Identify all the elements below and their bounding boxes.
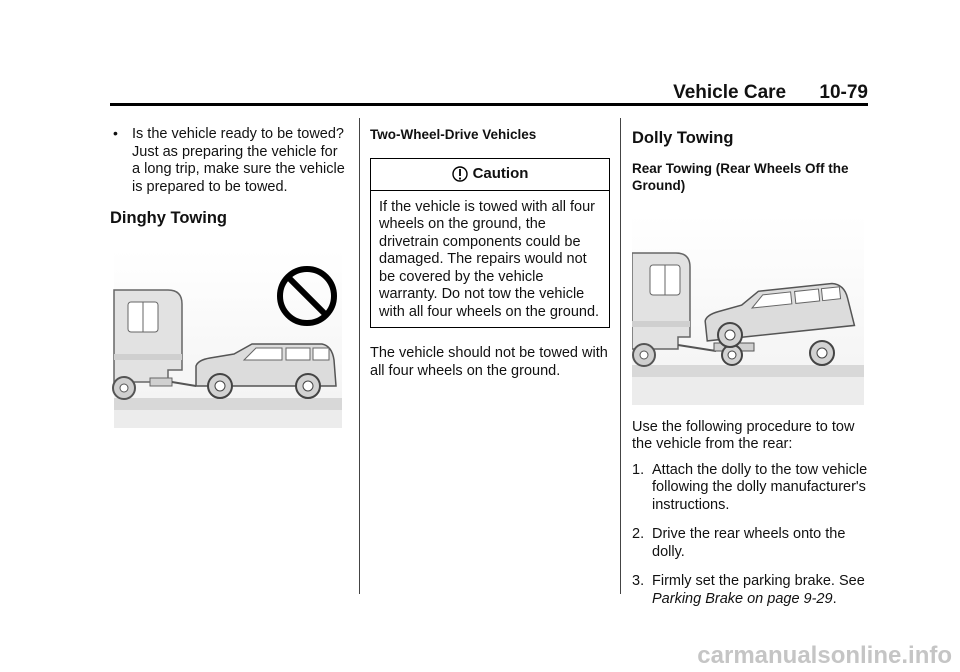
bullet-text: Is the vehicle ready to be towed? Just as preparing the vehicle for a long trip, make sure the vehicle is prepared to be towed. — [132, 126, 345, 195]
column-2 — [370, 126, 610, 380]
watermark: carmanualsonline.info — [697, 642, 952, 669]
caution-title: Caution — [472, 165, 529, 183]
list-item: 3. Firmly set the parking brake. See Parking Brake on page 9-29. — [632, 573, 865, 607]
two-wheel-drive-subheading: Two-Wheel-Drive Vehicles — [370, 127, 537, 142]
dolly-towing-illustration — [632, 215, 864, 405]
procedure-intro: Use the following procedure to tow the vehicle from the rear: — [632, 418, 855, 452]
column-1 — [110, 126, 348, 428]
page-header — [673, 82, 868, 104]
warning-icon — [452, 165, 468, 183]
column-3 — [632, 126, 868, 620]
section-title: Vehicle Care — [673, 82, 787, 103]
column-divider — [620, 118, 621, 594]
bullet-icon: • — [113, 125, 118, 141]
caution-header — [371, 159, 609, 191]
dolly-towing-heading: Dolly Towing — [632, 129, 734, 147]
bullet-item — [110, 126, 348, 196]
list-item: 2. Drive the rear wheels onto the dolly. — [632, 526, 846, 560]
cross-reference-link[interactable]: Parking Brake on page 9-29 — [652, 590, 833, 607]
caution-box — [370, 158, 610, 329]
dinghy-towing-illustration — [110, 250, 342, 428]
page-number: 10-79 — [819, 82, 868, 103]
header-rule — [110, 103, 868, 106]
column-divider — [359, 118, 360, 594]
rear-towing-subheading: Rear Towing (Rear Wheels Off the Ground) — [632, 160, 849, 193]
procedure-steps — [632, 462, 868, 609]
list-item: 1. Attach the dolly to the tow vehicle following the dolly manufacturer's instructions. — [632, 461, 868, 513]
caution-body: If the vehicle is towed with all four wheels on the ground, the drivetrain components could be damaged. The repairs would not be covered by the vehicle warranty. Do not tow the vehicle with all four wheels on the ground. — [379, 198, 600, 320]
dinghy-towing-heading: Dinghy Towing — [110, 209, 228, 227]
paragraph: The vehicle should not be towed with all four wheels on the ground. — [370, 345, 608, 379]
